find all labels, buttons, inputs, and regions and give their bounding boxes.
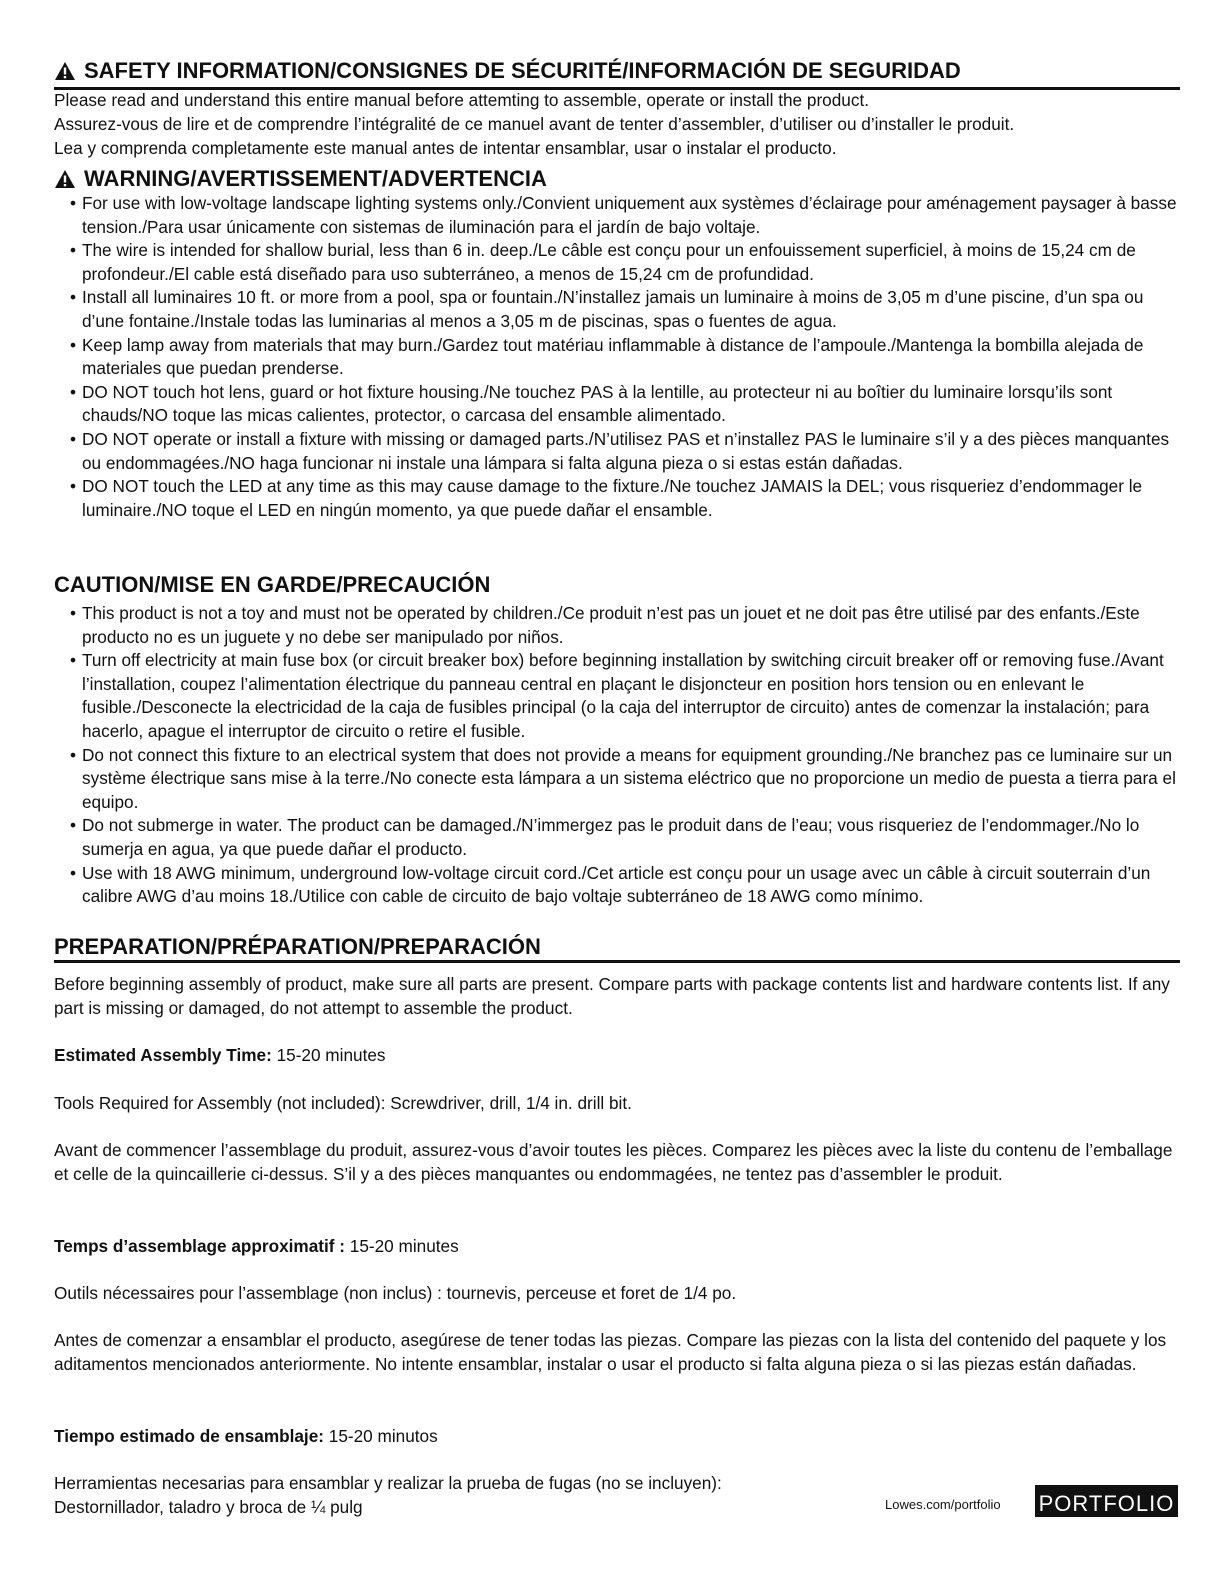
caution-item: • Use with 18 AWG minimum, underground low-voltage circuit cord./Cet article est conçu pour un usage avec un câble à circuit souterrain d’un calibre AWG d’au moins 18./Utilice con cable de circuito de bajo voltaje subterráneo de 18 AWG como mínimo. (54, 862, 1180, 909)
caution-list (54, 602, 1180, 909)
warning-heading (54, 166, 1180, 195)
footer-url: Lowes.com/portfolio (885, 1497, 1001, 1512)
prep-fr-tools-text: Outils nécessaires pour l’assemblage (non inclus) : tournevis, perceuse et foret de 1/4 po. (54, 1283, 737, 1303)
prep-es-tools-line2: Destornillador, taladro y broca de ¼ pulg (54, 1497, 363, 1517)
prep-fr-time-value: 15-20 minutes (349, 1236, 459, 1256)
safety-heading (54, 58, 1180, 90)
warning-title: WARNING/AVERTISSEMENT/ADVERTENCIA (84, 166, 547, 191)
preparation-title: PREPARATION/PRÉPARATION/PREPARACIÓN (54, 934, 541, 959)
prep-fr-intro-text: Avant de commencer l’assemblage du produit, assurez-vous d’avoir toutes les pièces. Comparez les pièces avec la liste du contenu de l’emballage et celle de la quincaillerie ci-dessus. S’il y a des pièces manquantes ou endommagées, ne tentez pas d’assembler le produit. (54, 1140, 1173, 1184)
prep-en-intro (54, 972, 1180, 1020)
safety-line-fr: Assurez-vous de lire et de comprendre l’intégralité de ce manuel avant de tenter d’assembler, d’utiliser ou d’installer le produit. (54, 114, 1015, 134)
prep-en-intro-text: Before beginning assembly of product, make sure all parts are present. Compare parts with package contents list and hardware contents list. If any part is missing or damaged, do not attempt to assemble the product. (54, 974, 1170, 1018)
caution-item: • This product is not a toy and must not be operated by children./Ce produit n’est pas un jouet et ne doit pas être utilisé par des enfants./Este producto no es un juguete y no debe ser manipulado por niños. (54, 602, 1180, 649)
prep-es-tools (54, 1471, 1180, 1519)
prep-en-tools-text: Tools Required for Assembly (not included): Screwdriver, drill, 1/4 in. drill bit. (54, 1093, 632, 1113)
warning-item: • For use with low-voltage landscape lighting systems only./Convient uniquement aux systèmes d’éclairage pour aménagement paysager à basse tension./Para usar únicamente con sistemas de iluminación para el jardín de bajo voltaje. (54, 192, 1180, 239)
safety-text (54, 88, 1180, 160)
warning-triangle-icon (54, 61, 76, 87)
prep-es-time (54, 1424, 1180, 1448)
caution-item: • Do not submerge in water. The product can be damaged./N’immergez pas le produit dans de l’eau; vous risqueriez de l’endommager./No lo sumerja en agua, ya que puede dañar el producto. (54, 814, 1180, 861)
warning-item: • DO NOT touch hot lens, guard or hot fixture housing./Ne touchez PAS à la lentille, au protecteur ni au boîtier du luminaire lorsqu’ils sont chauds/NO toque las micas calientes, protector, o carcasa del ensamble alimentado. (54, 381, 1180, 428)
safety-line-es: Lea y comprenda completamente este manual antes de intentar ensamblar, usar o instalar el producto. (54, 138, 837, 158)
portfolio-logo: PORTFOLIO (1035, 1485, 1178, 1517)
prep-fr-tools (54, 1281, 1180, 1305)
warning-item: • The wire is intended for shallow burial, less than 6 in. deep./Le câble est conçu pour un enfouissement superficiel, à moins de 15,24 cm de profondeur./El cable está diseñado para uso subterráneo, a menos de 15,24 cm de profundidad. (54, 239, 1180, 286)
prep-fr-time-label: Temps d’assemblage approximatif : (54, 1236, 345, 1256)
safety-title: SAFETY INFORMATION/CONSIGNES DE SÉCURITÉ/INFORMACIÓN DE SEGURIDAD (84, 58, 961, 83)
caution-heading (54, 572, 1180, 598)
caution-title: CAUTION/MISE EN GARDE/PRECAUCIÓN (54, 572, 491, 597)
prep-en-tools (54, 1091, 1180, 1115)
caution-item: • Do not connect this fixture to an electrical system that does not provide a means for equipment grounding./Ne branchez pas ce luminaire sur un système électrique sans mise à la terre./No conecte esta lámpara a un sistema eléctrico que no proporcione un medio de puesta a tierra para el equipo. (54, 744, 1180, 815)
prep-en-time-value: 15-20 minutes (276, 1045, 386, 1065)
warning-list (54, 192, 1180, 522)
caution-item: • Turn off electricity at main fuse box (or circuit breaker box) before beginning installation by switching circuit breaker off or removing fuse./Avant l’installation, coupez l’alimentation électrique du panneau central en plaçant le disjoncteur en position hors tension ou en enlevant le fusible./Desconecte la electricidad de la caja de fusibles principal (o la caja del interruptor de circuito) antes de comenzar la instalación; para hacerlo, apague el interruptor de circuito o retire el fusible. (54, 649, 1180, 743)
prep-es-time-value: 15-20 minutos (328, 1426, 438, 1446)
prep-en-time-label: Estimated Assembly Time: (54, 1045, 272, 1065)
prep-es-time-label: Tiempo estimado de ensamblaje: (54, 1426, 324, 1446)
prep-es-intro-text: Antes de comenzar a ensamblar el producto, asegúrese de tener todas las piezas. Compare las piezas con la lista del contenido del paquete y los aditamentos mencionados anteriormente. No intente ensamblar, instalar o usar el producto si falta alguna pieza o si las piezas están dañadas. (54, 1330, 1167, 1374)
preparation-heading (54, 934, 1180, 963)
safety-line-en: Please read and understand this entire manual before attemting to assemble, operate or install the product. (54, 90, 869, 110)
prep-fr-intro (54, 1138, 1180, 1186)
warning-item: • DO NOT operate or install a fixture with missing or damaged parts./N’utilisez PAS et n’installez PAS le luminaire s’il y a des pièces manquantes ou endommagées./NO haga funcionar ni instale una lámpara si falta alguna pieza o si estas están dañadas. (54, 428, 1180, 475)
warning-item: • Install all luminaires 10 ft. or more from a pool, spa or fountain./N’installez jamais un luminaire à moins de 3,05 m d’une piscine, d’un spa ou d’une fontaine./Instale todas las luminarias al menos a 3,05 m de piscinas, spas o fuentes de agua. (54, 286, 1180, 333)
warning-item: • DO NOT touch the LED at any time as this may cause damage to the fixture./Ne touchez JAMAIS la DEL; vous risqueriez d’endommager le luminaire./NO toque el LED en ningún momento, ya que puede dañar el ensamble. (54, 475, 1180, 522)
prep-fr-time (54, 1234, 1180, 1258)
prep-en-time (54, 1043, 1180, 1067)
warning-item: • Keep lamp away from materials that may burn./Gardez tout matériau inflammable à distance de l’ampoule./Mantenga la bombilla alejada de materiales que puedan prenderse. (54, 334, 1180, 381)
prep-es-tools-line1: Herramientas necesarias para ensamblar y realizar la prueba de fugas (no se incluyen): (54, 1473, 722, 1493)
prep-es-intro (54, 1328, 1180, 1376)
